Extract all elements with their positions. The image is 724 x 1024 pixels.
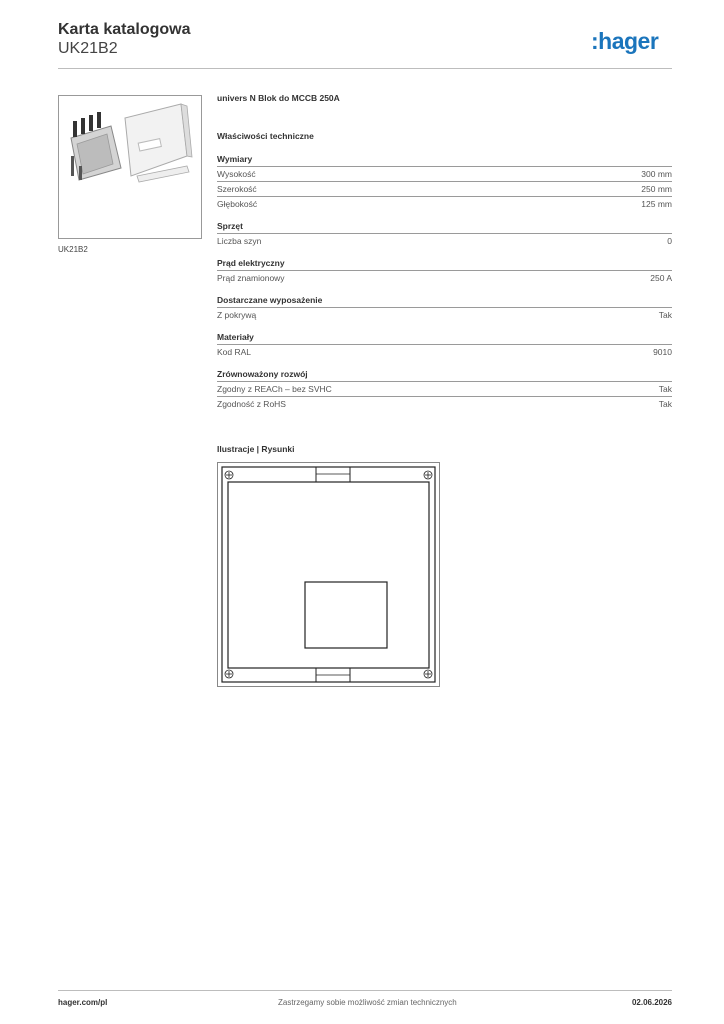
spec-row (217, 344, 672, 359)
section-title: Materiały (217, 332, 254, 342)
section-title: Dostarczane wyposażenie (217, 295, 323, 305)
spec-value: 250 mm (641, 184, 672, 194)
spec-value: 9010 (653, 347, 672, 357)
section-title: Zrównoważony rozwój (217, 369, 308, 379)
footer-divider (58, 990, 672, 991)
document-title: Karta katalogowa (58, 21, 191, 38)
document-subtitle: UK21B2 (58, 40, 118, 57)
logo-text: hager (598, 28, 659, 54)
spec-row (217, 396, 672, 411)
spec-label: Głębokość (217, 199, 258, 209)
spec-value: Tak (658, 399, 672, 409)
spec-value: Tak (658, 384, 672, 394)
spec-row (217, 381, 672, 396)
spec-group-current (217, 258, 672, 285)
spec-group-sustainability (217, 369, 672, 411)
spec-label: Liczba szyn (217, 236, 262, 246)
spec-label: Kod RAL (217, 347, 252, 357)
technical-drawing-icon (217, 462, 441, 688)
footer-date: 02.06.2026 (631, 998, 672, 1007)
footer-disclaimer: Zastrzegamy sobie możliwość zmian technicznych (278, 998, 457, 1007)
section-title: Wymiary (217, 154, 253, 164)
header-divider (58, 68, 672, 69)
spec-row (217, 196, 672, 211)
spec-row (217, 233, 672, 248)
illustrations-title: Ilustracje | Rysunki (217, 444, 295, 454)
spec-value: Tak (658, 310, 672, 320)
spec-label: Prąd znamionowy (217, 273, 285, 283)
spec-value: 300 mm (641, 169, 672, 179)
hager-logo: :hager (591, 28, 659, 54)
product-image-caption: UK21B2 (58, 245, 88, 254)
section-title: Sprzęt (217, 221, 243, 231)
technical-drawing (217, 462, 441, 693)
spec-group-materials (217, 332, 672, 359)
spec-group-dimensions (217, 154, 672, 211)
spec-value: 125 mm (641, 199, 672, 209)
spec-value: 250 A (650, 273, 672, 283)
spec-label: Zgodność z RoHS (217, 399, 286, 409)
product-name: univers N Blok do MCCB 250A (217, 93, 340, 103)
spec-row (217, 181, 672, 196)
spec-group-supplied-equipment (217, 295, 672, 322)
spec-row (217, 166, 672, 181)
spec-value: 0 (667, 236, 672, 246)
spec-group-equipment (217, 221, 672, 248)
product-illustration-icon (59, 96, 201, 238)
section-title: Prąd elektryczny (217, 258, 285, 268)
spec-content (217, 93, 672, 421)
spec-row (217, 270, 672, 285)
spec-label: Szerokość (217, 184, 257, 194)
spec-label: Z pokrywą (217, 310, 257, 320)
spec-title: Właściwości techniczne (217, 131, 314, 141)
spec-row (217, 307, 672, 322)
product-image (58, 95, 202, 239)
footer-website[interactable]: hager.com/pl (58, 998, 108, 1007)
spec-label: Wysokość (217, 169, 256, 179)
spec-label: Zgodny z REACh – bez SVHC (217, 384, 332, 394)
